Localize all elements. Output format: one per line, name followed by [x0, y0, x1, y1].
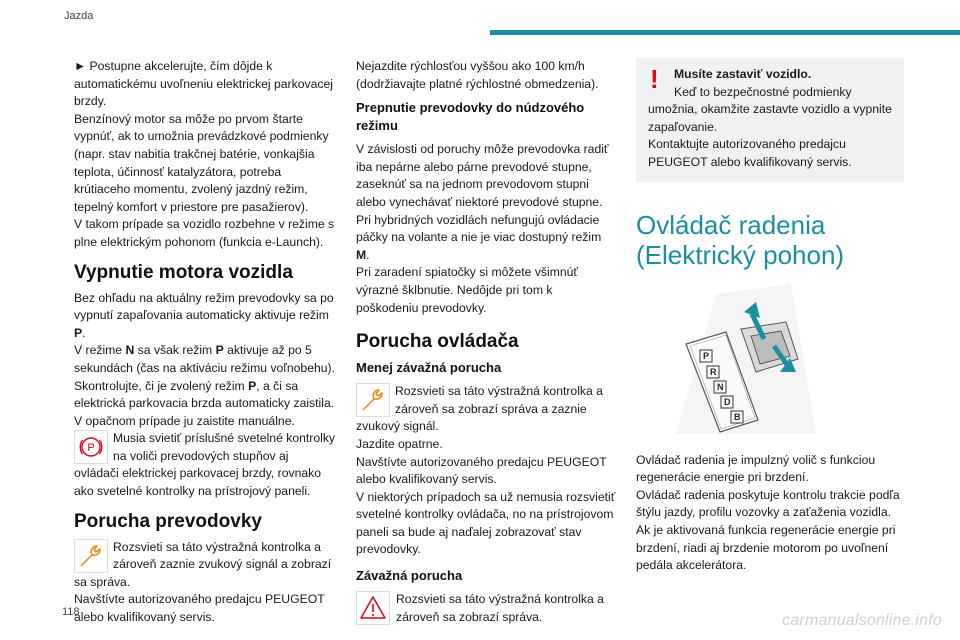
column-1 — [74, 58, 336, 627]
watermark: carmanualsonline.info — [782, 612, 942, 629]
gear-selector-illustration — [656, 284, 816, 434]
page-number: 118 — [62, 606, 80, 618]
paragraph: V niektorých prípadoch sa už nemusia rozsvietiť svetelné kontrolky ovládača, no na prístrojovom paneli sa bude aj naďalej zobrazovať stav prevodovky. — [356, 489, 616, 557]
parking-brake-note — [74, 430, 336, 500]
heading-control-fault: Porucha ovládača — [356, 331, 519, 353]
note-text: Musia svietiť príslušné svetelné kontrolky na voliči prevodových stupňov aj ovládači elektrickej parkovacej brzdy, rovnako ako svetelné kontrolky na prístrojový paneli. — [74, 431, 336, 499]
note-text: Rozsvieti sa táto výstražná kontrolka a zároveň sa zobrazí správa. — [396, 592, 604, 624]
header-accent-bar — [490, 30, 960, 35]
wrench-warning-icon — [74, 539, 108, 573]
heading-minor-fault: Menej závažná porucha — [356, 360, 502, 376]
heading-major-fault: Závažná porucha — [356, 568, 463, 584]
major-fault-note — [356, 591, 618, 626]
section-name: Jazda — [64, 10, 94, 22]
warning-triangle-icon — [356, 591, 390, 625]
selector-label-b: B — [734, 411, 741, 422]
warning-text: Keď to bezpečnostné podmienky — [674, 84, 852, 99]
svg-text:P: P — [87, 442, 95, 455]
heading-emergency-mode: Prepnutie prevodovky do núdzového režimu — [356, 100, 585, 134]
selector-label-n: N — [717, 381, 724, 392]
paragraph: Ovládač radenia poskytuje kontrolu trakcie podľa štýlu jazdy, profilu vozovky a zaťaženia vozidla. — [636, 487, 900, 520]
selector-label-r: R — [710, 366, 717, 377]
paragraph: Pri hybridných vozidlách nefungujú ovládacie páčky na volante a nie je viac dostupný režim M. — [356, 212, 602, 262]
parking-brake-icon — [74, 430, 108, 464]
selector-label-p: P — [703, 350, 710, 361]
paragraph: Jazdite opatrne. — [356, 436, 443, 451]
paragraph: Pri zaradení spiatočky si môžete všimnúť výrazné šklbnutie. Nedôjde pri tom k poškodeniu prevodovky. — [356, 265, 578, 315]
selector-label-d: D — [724, 396, 731, 407]
note-text: Rozsvieti sa táto výstražná kontrolka a zároveň zaznie zvukový signál a zobrazí sa správa. — [74, 539, 332, 589]
paragraph: Ovládač radenia je impulzný volič s funkciou regenerácie energie pri brzdení. — [636, 452, 876, 485]
warning-text: Kontaktujte autorizovaného predajcu PEUGEOT alebo kvalifikovaný servis. — [648, 137, 852, 169]
paragraph: V opačnom prípade ju zaistite manuálne. — [74, 413, 295, 428]
intro-step: ► Postupne akcelerujte, čím dôjde k automatickému uvoľneniu elektrickej parkovacej brzdy. — [74, 59, 333, 109]
paragraph: Skontrolujte, či je zvolený režim P, a či sa elektrická parkovacia brzda automaticky zaistila. — [74, 378, 335, 411]
exclamation-icon: ! — [650, 64, 659, 94]
minor-fault-note — [356, 383, 618, 436]
column-2 — [356, 58, 618, 626]
note-text: Rozsvieti sa táto výstražná kontrolka a zároveň sa zobrazí správa a zaznie zvukový signál. — [356, 384, 603, 434]
intro-paragraph: Benzínový motor sa môže po prvom štarte vypnúť, ak to umožnia prevádzkové podmienky (napr. stav nabitia trakčnej batérie, vonkajšia teplota, účinnosť katalyzátora, potreba krútiaceho momentu, zvolený jazdný režim, tepelný komfort v priestore pre pasažierov). — [74, 111, 329, 214]
section-title: Ovládač radenia (Elektrický pohon) — [636, 209, 845, 270]
wrench-warning-icon — [356, 383, 390, 417]
warning-text: umožnia, okamžite zastavte vozidlo a vypnite zapaľovanie. — [648, 102, 892, 134]
warning-title: Musíte zastaviť vozidlo. — [674, 67, 812, 81]
paragraph: Bez ohľadu na aktuálny režim prevodovky sa po vypnutí zapaľovania automaticky aktivuje režim P. — [74, 290, 334, 340]
paragraph: Navštívte autorizovaného predajcu PEUGEOT alebo kvalifikovaný servis. — [356, 454, 607, 487]
paragraph: Ak je aktivovaná funkcia regenerácie energie pri brzdení, riadi aj brzdenie motorom po uvoľnení pedála akcelerátora. — [636, 522, 896, 573]
heading-engine-stop: Vypnutie motora vozidla — [74, 261, 293, 283]
gearbox-fault-note — [74, 539, 336, 592]
paragraph: V režime N sa však režim P aktivuje až po 5 sekundách (čas na aktiváciu režimu voľnobehu). — [74, 343, 335, 375]
heading-gearbox-fault: Porucha prevodovky — [74, 510, 262, 532]
intro-paragraph: V takom prípade sa vozidlo rozbehne v režime s plne elektrickým pohonom (funkcia e-Launch). — [74, 217, 335, 249]
paragraph: Nejazdite rýchlosťou vyššou ako 100 km/h (dodržiavajte platné rýchlostné obmedzenia). — [356, 59, 599, 91]
paragraph: Navštívte autorizovaného predajcu PEUGEOT alebo kvalifikovaný servis. — [74, 592, 325, 625]
paragraph: V závislosti od poruchy môže prevodovka radiť iba nepárne alebo párne prevodové stupne, zaseknúť sa na jednom prevodovom stupni alebo vynechávať niektoré prevodové stupne. — [356, 142, 609, 209]
column-3 — [636, 58, 904, 575]
stop-vehicle-warning — [636, 58, 904, 182]
page-header — [0, 0, 960, 40]
